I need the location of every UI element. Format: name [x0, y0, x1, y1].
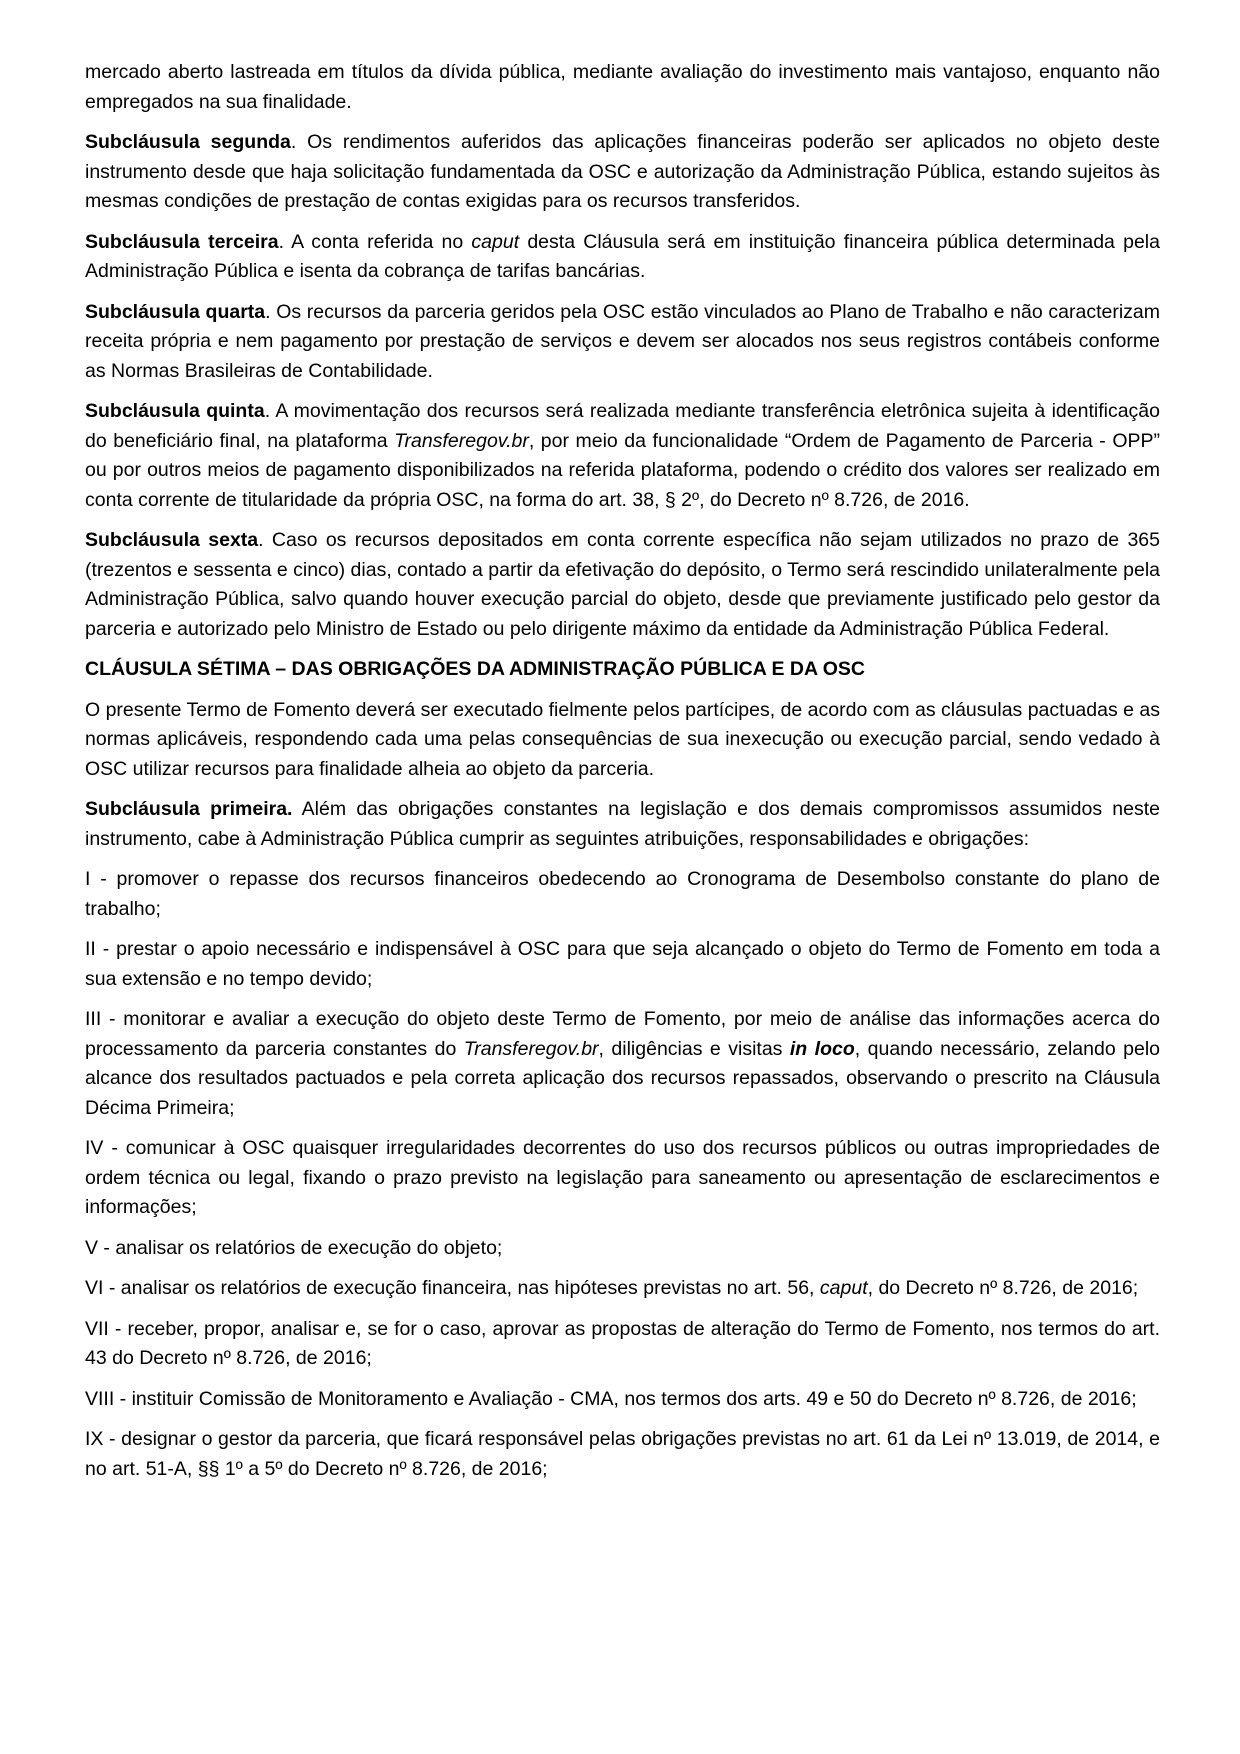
document-paragraph: [85, 58, 1160, 117]
paragraph-text: CLÁUSULA SÉTIMA – DAS OBRIGAÇÕES DA ADMINISTRAÇÃO PÚBLICA E DA OSC: [85, 658, 866, 680]
document-paragraph: [85, 1315, 1160, 1374]
italic-text: Transferegov.br: [394, 429, 529, 452]
paragraph-text: , do Decreto nº 8.726, de 2016;: [867, 1277, 1139, 1299]
paragraph-text: Além das obrigações constantes na legislação e dos demais compromissos assumidos neste instrumento, cabe à Administração Pública cumprir as seguintes atribuições, responsabilidades e obrigações:: [85, 798, 1161, 850]
paragraph-text: . A movimentação dos recursos será realizada mediante transferência eletrônica sujeita à identificação do beneficiário final, na plataforma: [85, 400, 1160, 452]
document-paragraph: [85, 1005, 1160, 1123]
paragraph-text: , diligências e visitas: [598, 1037, 790, 1060]
document-paragraph: [85, 298, 1160, 387]
italic-text: caput: [819, 1277, 868, 1299]
paragraph-text: desta Cláusula será em instituição financeira pública determinada pela Administração Pública e isenta da cobrança de tarifas bancárias.: [85, 230, 1160, 282]
paragraph-text: . A conta referida no: [278, 230, 472, 253]
paragraph-text: I - promover o repasse dos recursos financeiros obedecendo ao Cronograma de Desembolso constante do plano de trabalho;: [85, 868, 1160, 920]
paragraph-text: V - analisar os relatórios de execução do objeto;: [85, 1236, 503, 1259]
document-paragraph: [85, 228, 1160, 287]
document-paragraph: [85, 1134, 1160, 1223]
paragraph-text: IX - designar o gestor da parceria, que ficará responsável pelas obrigações previstas no art. 61 da Lei nº 13.019, de 2014, e no art. 51-A, §§ 1º a 5º do Decreto nº 8.726, de 2016;: [85, 1428, 1160, 1480]
document-paragraph: [85, 865, 1160, 924]
paragraph-text: O presente Termo de Fomento deverá ser executado fielmente pelos partícipes, de acordo com as cláusulas pactuadas e as normas aplicáveis, respondendo cada uma pelas consequências de sua inexecução ou execução parcial, sendo vedado à OSC utilizar recursos para finalidade alheia ao objeto da parceria.: [85, 698, 1160, 780]
paragraph-text: VII - receber, propor, analisar e, se for o caso, aprovar as propostas de alteração do Termo de Fomento, nos termos do art. 43 do Decreto nº 8.726, de 2016;: [85, 1317, 1160, 1369]
paragraph-text: . Caso os recursos depositados em conta corrente específica não sejam utilizados no prazo de 365 (trezentos e sessenta e cinco) dias, contado a partir da efetivação do depósito, o Termo será rescindido unilateralmente pela Administração Pública, salvo quando houver execução parcial do objeto, desde que previamente justificado pelo gestor da parceria e autorizado pelo Ministro de Estado ou pelo dirigente máximo da entidade da Administração Pública Federal.: [85, 529, 1160, 640]
paragraph-text: . Os recursos da parceria geridos pela OSC estão vinculados ao Plano de Trabalho e não caracterizam receita própria e nem pagamento por prestação de serviços e devem ser alocados nos seus registros contábeis conforme as Normas Brasileiras de Contabilidade.: [85, 300, 1160, 382]
italic-text: caput: [471, 230, 520, 253]
document-paragraph: [85, 128, 1160, 217]
paragraph-text: . Os rendimentos auferidos das aplicações financeiras poderão ser aplicados no objeto deste instrumento desde que haja solicitação fundamentada da OSC e autorização da Administração Pública, estando sujeitos às mesmas condições de prestação de contas exigidas para os recursos transferidos.: [85, 131, 1160, 212]
paragraph-text: mercado aberto lastreada em títulos da dívida pública, mediante avaliação do investimento mais vantajoso, enquanto não empregados na sua finalidade.: [85, 61, 1160, 113]
section-heading: [85, 655, 1160, 685]
document-paragraph: [85, 1425, 1160, 1484]
paragraph-text: , por meio da funcionalidade “Ordem de Pagamento de Parceria - OPP” ou por outros meios de pagamento disponibilizados na referida plataforma, podendo o crédito dos valores ser realizado em conta corrente de titularidade da própria OSC, na forma do art. 38, § 2º, do Decreto nº 8.726, de 2016.: [85, 429, 1160, 511]
bold-text: Subcláusula segunda: [85, 131, 291, 153]
bold-text: Subcláusula sexta: [85, 529, 259, 551]
document-paragraph: [85, 1385, 1160, 1415]
paragraph-text: VIII - instituir Comissão de Monitoramento e Avaliação - CMA, nos termos dos arts. 49 e 50 do Decreto nº 8.726, de 2016;: [85, 1387, 1137, 1410]
document-paragraph: [85, 795, 1160, 854]
document-paragraph: [85, 397, 1160, 515]
paragraph-text: VI - analisar os relatórios de execução financeira, nas hipóteses previstas no art. 56,: [85, 1277, 820, 1299]
bold-text: Subcláusula quinta: [85, 400, 265, 422]
bold-text: Subcláusula terceira: [85, 230, 279, 253]
document-paragraph: [85, 1274, 1160, 1304]
document-paragraph: [85, 935, 1160, 994]
document-paragraph: [85, 526, 1160, 644]
italic-text: Transferegov.br: [463, 1037, 599, 1060]
document-paragraph: [85, 1234, 1160, 1264]
paragraph-text: IV - comunicar à OSC quaisquer irregularidades decorrentes do uso dos recursos públicos ou outras impropriedades de ordem técnica ou legal, fixando o prazo previsto na legislação para saneamento ou apresentação de esclarecimentos e informações;: [85, 1137, 1160, 1218]
document-paragraph: [85, 696, 1160, 785]
bold-text: Subcláusula primeira.: [85, 798, 293, 820]
paragraph-text: II - prestar o apoio necessário e indispensável à OSC para que seja alcançado o objeto do Termo de Fomento em toda a sua extensão e no tempo devido;: [85, 938, 1160, 990]
document-body: [85, 58, 1160, 1484]
bold-italic-text: in loco: [789, 1037, 855, 1060]
paragraph-text: III - monitorar e avaliar a execução do objeto deste Termo de Fomento, por meio de análise das informações acerca do processamento da parceria constantes do: [85, 1008, 1160, 1060]
bold-text: Subcláusula quarta: [85, 300, 266, 323]
paragraph-text: , quando necessário, zelando pelo alcance dos resultados pactuados e pela correta aplicação dos recursos repassados, observando o prescrito na Cláusula Décima Primeira;: [85, 1037, 1160, 1119]
